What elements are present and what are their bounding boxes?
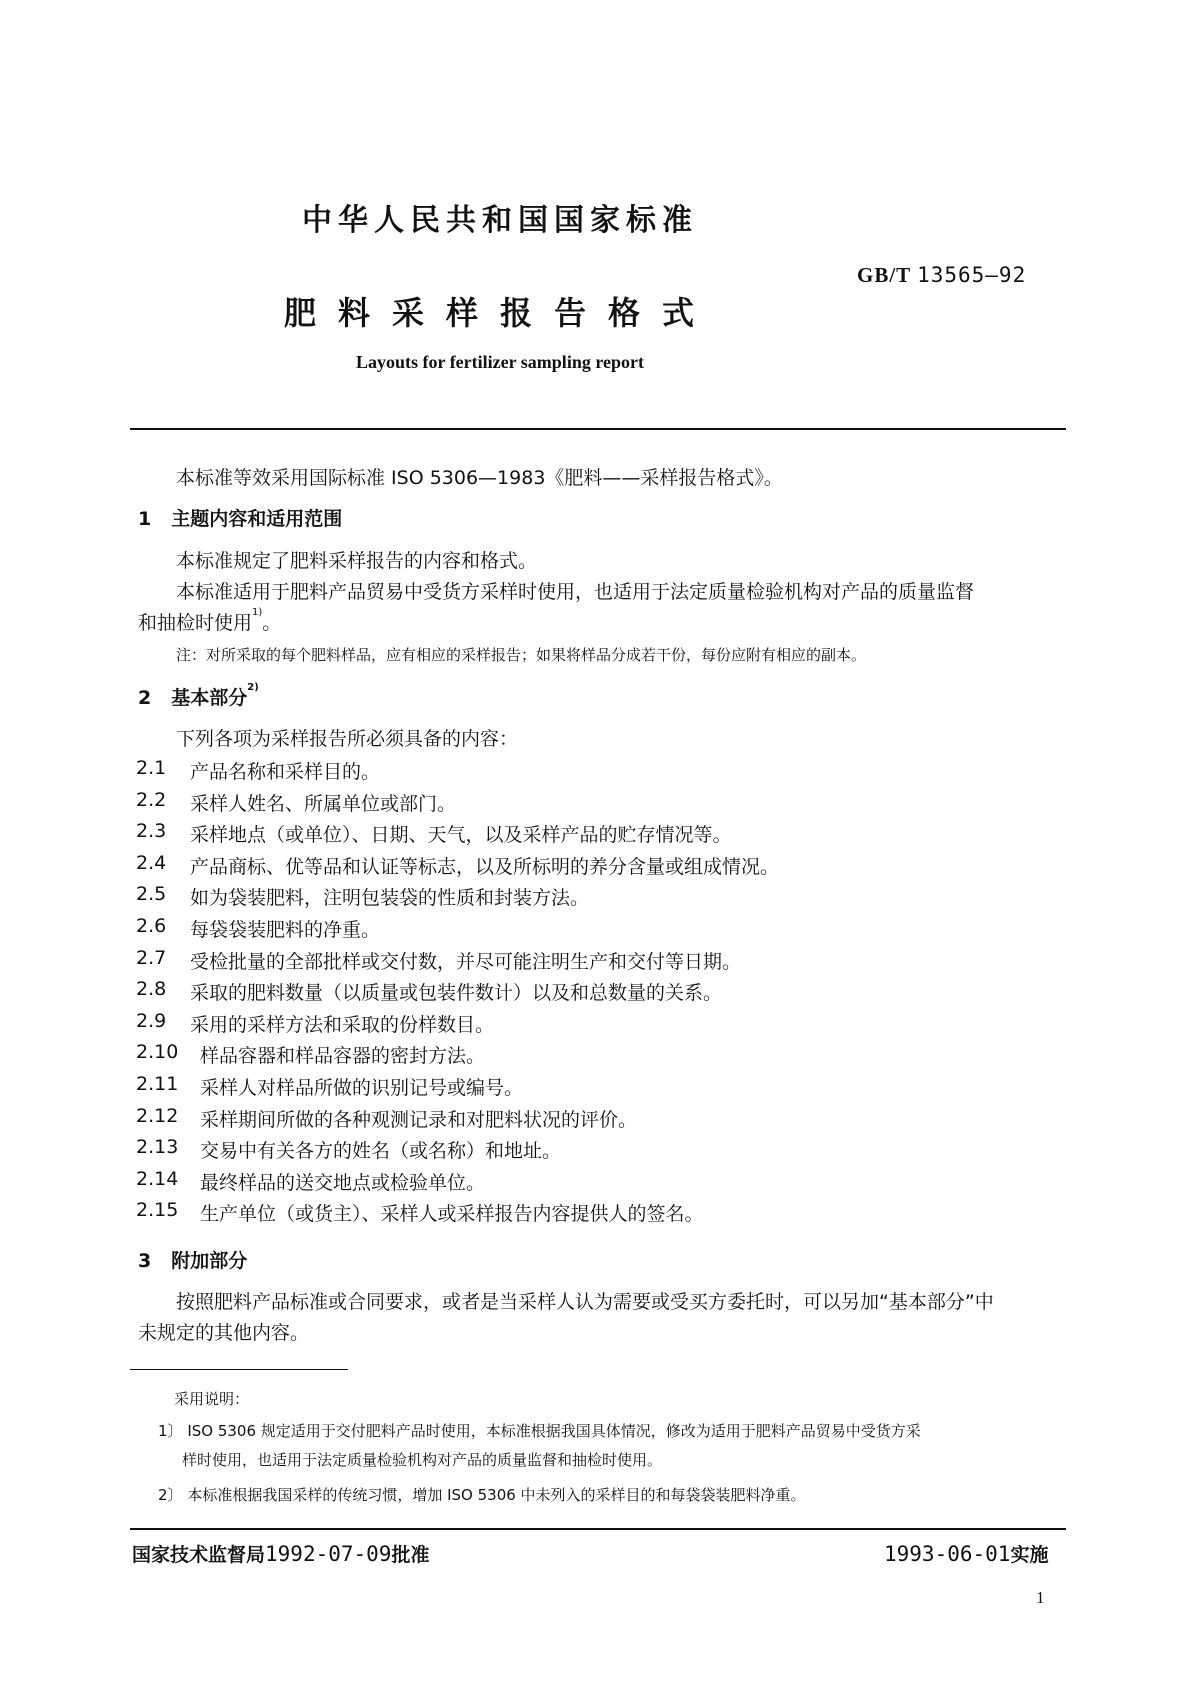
approval-word: 批准 bbox=[391, 1544, 430, 1566]
standard-prefix: GB/T bbox=[857, 263, 911, 287]
list-item-number: 2.6 bbox=[136, 915, 167, 937]
section-2-title: 基本部分 bbox=[171, 687, 248, 709]
footnote-ref-1: 1) bbox=[252, 607, 263, 618]
list-item-text: 采样人对样品所做的识别记号或编号。 bbox=[200, 1077, 524, 1099]
standard-code: 13565—92 bbox=[917, 263, 1027, 287]
footnote-2-marker: 2〕 bbox=[158, 1486, 183, 1504]
effective-word: 实施 bbox=[1010, 1544, 1049, 1566]
footer-divider bbox=[130, 1528, 1066, 1530]
list-item-text: 采用的采样方法和采取的份样数目。 bbox=[190, 1014, 495, 1036]
list-item-number: 2.1 bbox=[136, 757, 167, 779]
effective-line bbox=[884, 1540, 1048, 1567]
footnote-1-line-2: 样时使用，也适用于法定质量检验机构对产品的质量监督和抽检时使用。 bbox=[182, 1451, 663, 1469]
approver: 国家技术监督局 bbox=[132, 1544, 266, 1566]
section-1-paragraph-2-line-1: 本标准适用于肥料产品贸易中受货方采样时使用，也适用于法定质量检验机构对产品的质量监督 bbox=[176, 581, 975, 603]
list-item-text: 最终样品的送交地点或检验单位。 bbox=[200, 1172, 486, 1194]
document-title: 肥料采样报告格式 bbox=[283, 294, 716, 332]
approval-date: 1992-07-09 bbox=[265, 1542, 392, 1566]
page-number: 1 bbox=[1036, 1588, 1045, 1607]
list-item-number: 2.3 bbox=[136, 820, 167, 842]
section-3-paragraph-line-2: 未规定的其他内容。 bbox=[138, 1322, 310, 1344]
section-1-paragraph-2-line-2: 和抽检时使用$^{1)}$。 bbox=[138, 607, 282, 634]
list-item-text: 交易中有关各方的姓名（或名称）和地址。 bbox=[200, 1140, 562, 1162]
footnote-divider bbox=[130, 1369, 348, 1370]
header-divider bbox=[130, 428, 1066, 430]
footnotes-heading: 采用说明： bbox=[174, 1390, 250, 1408]
list-item-text: 产品商标、优等品和认证等标志，以及所标明的养分含量或组成情况。 bbox=[190, 856, 780, 878]
list-item-number: 2.13 bbox=[136, 1136, 179, 1158]
footnote-ref-2: 2) bbox=[247, 682, 259, 693]
section-2-heading bbox=[138, 683, 259, 710]
document-subtitle-en: Layouts for fertilizer sampling report bbox=[356, 352, 644, 372]
list-item-number: 2.4 bbox=[136, 852, 167, 874]
list-item-text: 受检批量的全部批样或交付数，并尽可能注明生产和交付等日期。 bbox=[190, 951, 742, 973]
list-item-number: 2.11 bbox=[136, 1073, 179, 1095]
list-item-text: 每袋袋装肥料的净重。 bbox=[190, 919, 381, 941]
footnote-1-marker: 1〕 bbox=[158, 1422, 183, 1440]
list-item-text: 采样人姓名、所属单位或部门。 bbox=[190, 793, 457, 815]
list-item-text: 样品容器和样品容器的密封方法。 bbox=[200, 1045, 486, 1067]
list-item-text: 采样期间所做的各种观测记录和对肥料状况的评价。 bbox=[200, 1109, 638, 1131]
section-1-number: 1 bbox=[138, 508, 152, 530]
list-item-number: 2.12 bbox=[136, 1105, 179, 1127]
list-item-text: 生产单位（或货主）、采样人或采样报告内容提供人的签名。 bbox=[200, 1203, 704, 1225]
standard-number bbox=[857, 263, 1026, 288]
list-item-number: 2.9 bbox=[136, 1010, 167, 1032]
list-item-number: 2.5 bbox=[136, 883, 167, 905]
footnote-2: 2〕 本标准根据我国采样的传统习惯，增加 ISO 5306 中未列入的采样目的和每袋袋装肥料净重。 bbox=[158, 1486, 806, 1504]
section-1-title: 主题内容和适用范围 bbox=[171, 508, 343, 530]
list-item-text: 采样地点（或单位）、日期、天气，以及采样产品的贮存情况等。 bbox=[190, 824, 732, 846]
section-1-note: 注：对所采取的每个肥料样品，应有相应的采样报告；如果将样品分成若干份，每份应附有相应的副本。 bbox=[176, 646, 867, 664]
section-1-paragraph-1: 本标准规定了肥料采样报告的内容和格式。 bbox=[176, 550, 538, 572]
section-1-heading bbox=[138, 504, 342, 531]
section-3-number: 3 bbox=[138, 1250, 152, 1272]
list-item-number: 2.7 bbox=[136, 947, 167, 969]
intro-paragraph: 本标准等效采用国际标准 ISO 5306—1983《肥料——采样报告格式》。 bbox=[176, 467, 783, 489]
effective-date: 1993-06-01 bbox=[884, 1542, 1011, 1566]
approval-line bbox=[132, 1540, 429, 1567]
section-2-intro: 下列各项为采样报告所必须具备的内容： bbox=[176, 728, 519, 750]
section-3-heading bbox=[138, 1246, 247, 1273]
list-item-text: 采取的肥料数量（以质量或包装件数计）以及和总数量的关系。 bbox=[190, 982, 723, 1004]
national-standard-heading: 中华人民共和国国家标准 bbox=[302, 203, 698, 238]
list-item-number: 2.8 bbox=[136, 978, 167, 1000]
footnote-1-line-1: 1〕 ISO 5306 规定适用于交付肥料产品时使用，本标准根据我国具体情况，修改为适用于肥料产品贸易中受货方采 bbox=[158, 1422, 921, 1440]
list-item-number: 2.2 bbox=[136, 789, 167, 811]
list-item-text: 产品名称和采样目的。 bbox=[190, 761, 381, 783]
list-item-number: 2.15 bbox=[136, 1199, 179, 1221]
list-item-number: 2.10 bbox=[136, 1041, 179, 1063]
section-2-number: 2 bbox=[138, 687, 152, 709]
list-item-text: 如为袋装肥料，注明包装袋的性质和封装方法。 bbox=[190, 887, 590, 909]
section-3-paragraph-line-1: 按照肥料产品标准或合同要求，或者是当采样人认为需要或受买方委托时，可以另加“基本部分”中 bbox=[176, 1291, 994, 1313]
section-3-title: 附加部分 bbox=[171, 1250, 248, 1272]
list-item-number: 2.14 bbox=[136, 1168, 179, 1190]
